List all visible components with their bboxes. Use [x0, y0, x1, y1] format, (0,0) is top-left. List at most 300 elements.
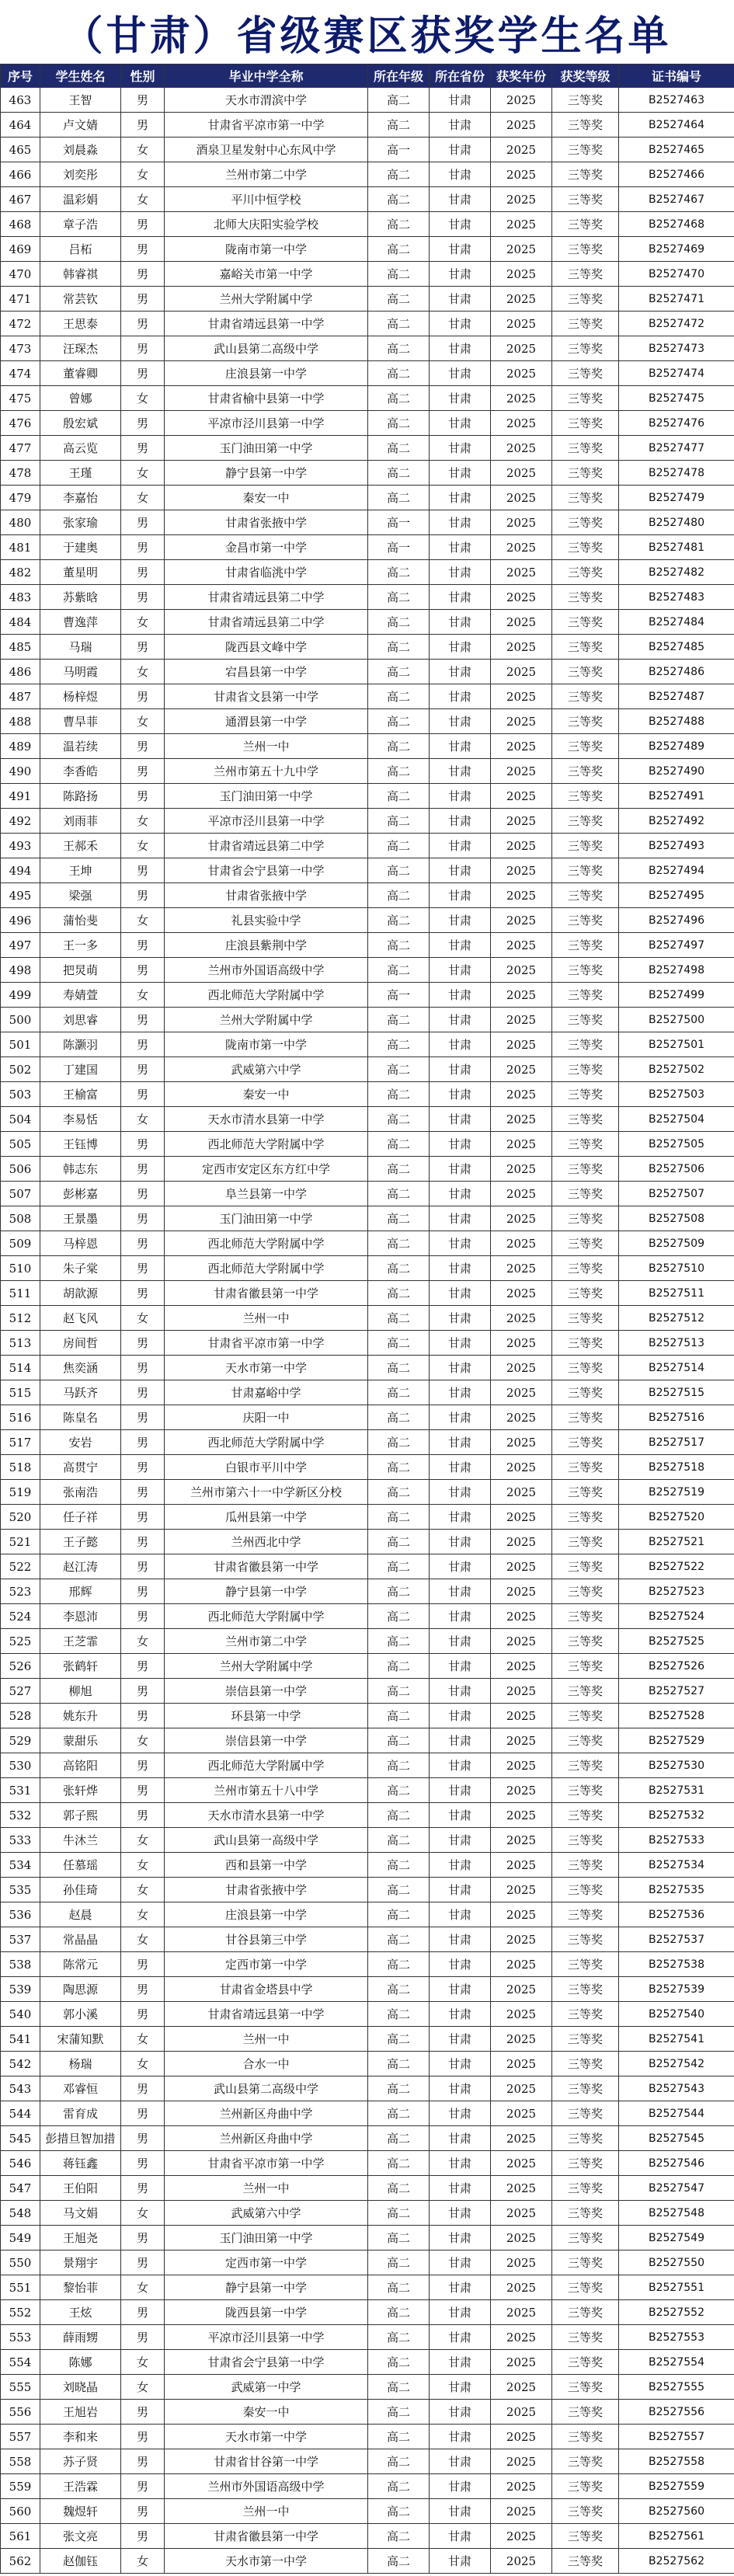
cell-award-level: 三等奖: [552, 1206, 619, 1231]
cell-certificate-number: B2527475: [619, 386, 734, 411]
cell-student-name: 王伯阳: [40, 2176, 121, 2201]
cell-province: 甘肃: [430, 1629, 491, 1654]
cell-award-year: 2025: [491, 2300, 552, 2325]
cell-province: 甘肃: [430, 1032, 491, 1057]
table-row: [1, 1654, 734, 1679]
table-row: [1, 635, 734, 660]
cell-award-level: 三等奖: [552, 1505, 619, 1530]
cell-province: 甘肃: [430, 486, 491, 510]
cell-index: 517: [1, 1430, 40, 1455]
cell-grade: 高二: [368, 237, 430, 262]
cell-award-year: 2025: [491, 2499, 552, 2524]
cell-province: 甘肃: [430, 1331, 491, 1356]
cell-index: 533: [1, 1828, 40, 1853]
cell-award-level: 三等奖: [552, 858, 619, 883]
cell-gender: 男: [121, 2226, 165, 2251]
cell-index: 484: [1, 610, 40, 635]
cell-award-level: 三等奖: [552, 1008, 619, 1032]
cell-certificate-number: B2527513: [619, 1331, 734, 1356]
cell-gender: 男: [121, 212, 165, 237]
cell-student-name: 陈路扬: [40, 784, 121, 809]
cell-student-name: 高云览: [40, 436, 121, 461]
cell-student-name: 郭子熙: [40, 1803, 121, 1828]
cell-award-year: 2025: [491, 2549, 552, 2574]
cell-index: 465: [1, 138, 40, 162]
cell-index: 473: [1, 336, 40, 361]
cell-award-level: 三等奖: [552, 1306, 619, 1331]
table-row: [1, 2300, 734, 2325]
cell-index: 549: [1, 2226, 40, 2251]
cell-award-year: 2025: [491, 2425, 552, 2449]
cell-grade: 高二: [368, 1902, 430, 1927]
cell-school: 庄浪县紫荆中学: [165, 933, 368, 958]
cell-gender: 男: [121, 1604, 165, 1629]
cell-student-name: 牛沐兰: [40, 1828, 121, 1853]
cell-award-level: 三等奖: [552, 560, 619, 585]
cell-award-year: 2025: [491, 784, 552, 809]
cell-gender: 男: [121, 1778, 165, 1803]
cell-province: 甘肃: [430, 1530, 491, 1554]
cell-student-name: 陈常元: [40, 1952, 121, 1977]
cell-award-year: 2025: [491, 709, 552, 734]
cell-award-year: 2025: [491, 436, 552, 461]
cell-certificate-number: B2527520: [619, 1505, 734, 1530]
cell-province: 甘肃: [430, 1704, 491, 1728]
cell-grade: 高二: [368, 709, 430, 734]
cell-gender: 女: [121, 2027, 165, 2052]
cell-award-year: 2025: [491, 162, 552, 187]
cell-index: 503: [1, 1082, 40, 1107]
cell-gender: 女: [121, 2052, 165, 2076]
table-row: [1, 1902, 734, 1927]
cell-province: 甘肃: [430, 1728, 491, 1753]
cell-province: 甘肃: [430, 1927, 491, 1952]
cell-student-name: 韩志东: [40, 1157, 121, 1182]
table-row: [1, 1927, 734, 1952]
cell-certificate-number: B2527477: [619, 436, 734, 461]
cell-school: 天水市渭滨中学: [165, 88, 368, 113]
table-row: [1, 287, 734, 312]
cell-index: 504: [1, 1107, 40, 1132]
cell-award-level: 三等奖: [552, 113, 619, 138]
cell-student-name: 杨瑞: [40, 2052, 121, 2076]
cell-gender: 男: [121, 784, 165, 809]
table-row: [1, 1380, 734, 1405]
cell-award-level: 三等奖: [552, 1853, 619, 1878]
cell-school: 天水市第一中学: [165, 2549, 368, 2574]
cell-school: 甘肃嘉峪中学: [165, 1380, 368, 1405]
table-row: [1, 411, 734, 436]
cell-gender: 男: [121, 858, 165, 883]
cell-school: 西北师范大学附属中学: [165, 1256, 368, 1281]
cell-school: 宕昌县第一中学: [165, 660, 368, 684]
cell-award-year: 2025: [491, 2076, 552, 2101]
cell-province: 甘肃: [430, 312, 491, 336]
cell-school: 环县第一中学: [165, 1704, 368, 1728]
cell-province: 甘肃: [430, 2076, 491, 2101]
cell-gender: 女: [121, 660, 165, 684]
cell-award-level: 三等奖: [552, 2027, 619, 2052]
table-row: [1, 1753, 734, 1778]
cell-school: 合水一中: [165, 2052, 368, 2076]
cell-certificate-number: B2527481: [619, 535, 734, 560]
cell-school: 兰州市第二中学: [165, 162, 368, 187]
cell-award-level: 三等奖: [552, 1480, 619, 1505]
cell-province: 甘肃: [430, 1231, 491, 1256]
table-row: [1, 2002, 734, 2027]
cell-province: 甘肃: [430, 2027, 491, 2052]
cell-grade: 高二: [368, 1878, 430, 1902]
cell-school: 酒泉卫星发射中心东风中学: [165, 138, 368, 162]
cell-certificate-number: B2527522: [619, 1554, 734, 1579]
cell-grade: 高二: [368, 958, 430, 983]
cell-student-name: 王思泰: [40, 312, 121, 336]
cell-award-year: 2025: [491, 2325, 552, 2350]
cell-award-level: 三等奖: [552, 1281, 619, 1306]
header-student-name: 学生姓名: [40, 64, 121, 88]
cell-province: 甘肃: [430, 1455, 491, 1480]
cell-grade: 高二: [368, 1057, 430, 1082]
cell-province: 甘肃: [430, 1952, 491, 1977]
cell-gender: 男: [121, 1579, 165, 1604]
table-row: [1, 2176, 734, 2201]
cell-award-year: 2025: [491, 287, 552, 312]
cell-index: 463: [1, 88, 40, 113]
table-row: [1, 709, 734, 734]
cell-province: 甘肃: [430, 2325, 491, 2350]
cell-school: 西北师范大学附属中学: [165, 983, 368, 1008]
cell-index: 559: [1, 2474, 40, 2499]
cell-province: 甘肃: [430, 361, 491, 386]
cell-gender: 女: [121, 187, 165, 212]
cell-student-name: 常芸钦: [40, 287, 121, 312]
cell-certificate-number: B2527533: [619, 1828, 734, 1853]
cell-grade: 高二: [368, 2126, 430, 2151]
cell-school: 天水市第一中学: [165, 2425, 368, 2449]
cell-award-year: 2025: [491, 809, 552, 834]
cell-student-name: 苏子贤: [40, 2449, 121, 2474]
cell-school: 白银市平川中学: [165, 1455, 368, 1480]
cell-school: 甘肃省徽县第一中学: [165, 1281, 368, 1306]
cell-index: 488: [1, 709, 40, 734]
cell-gender: 男: [121, 1008, 165, 1032]
cell-award-year: 2025: [491, 1977, 552, 2002]
cell-certificate-number: B2527528: [619, 1704, 734, 1728]
cell-certificate-number: B2527492: [619, 809, 734, 834]
cell-province: 甘肃: [430, 709, 491, 734]
table-row: [1, 212, 734, 237]
table-row: [1, 784, 734, 809]
table-row: [1, 2126, 734, 2151]
cell-grade: 高二: [368, 2449, 430, 2474]
cell-grade: 高二: [368, 809, 430, 834]
cell-index: 491: [1, 784, 40, 809]
cell-index: 543: [1, 2076, 40, 2101]
cell-award-level: 三等奖: [552, 2425, 619, 2449]
cell-index: 467: [1, 187, 40, 212]
cell-certificate-number: B2527495: [619, 883, 734, 908]
cell-certificate-number: B2527526: [619, 1654, 734, 1679]
cell-gender: 女: [121, 2549, 165, 2574]
cell-award-year: 2025: [491, 1629, 552, 1654]
cell-certificate-number: B2527561: [619, 2524, 734, 2549]
cell-certificate-number: B2527548: [619, 2201, 734, 2226]
table-row: [1, 1182, 734, 1206]
cell-award-level: 三等奖: [552, 1455, 619, 1480]
cell-student-name: 王钰博: [40, 1132, 121, 1157]
cell-award-year: 2025: [491, 1952, 552, 1977]
cell-index: 502: [1, 1057, 40, 1082]
cell-grade: 高二: [368, 212, 430, 237]
cell-award-level: 三等奖: [552, 2549, 619, 2574]
cell-province: 甘肃: [430, 1654, 491, 1679]
cell-certificate-number: B2527514: [619, 1356, 734, 1380]
cell-certificate-number: B2527545: [619, 2126, 734, 2151]
cell-award-year: 2025: [491, 2350, 552, 2375]
cell-award-year: 2025: [491, 88, 552, 113]
cell-award-level: 三等奖: [552, 162, 619, 187]
cell-school: 武山县第二高级中学: [165, 336, 368, 361]
cell-school: 甘肃省文县第一中学: [165, 684, 368, 709]
cell-gender: 男: [121, 1704, 165, 1728]
cell-certificate-number: B2527519: [619, 1480, 734, 1505]
cell-school: 定西市安定区东方红中学: [165, 1157, 368, 1182]
cell-award-level: 三等奖: [552, 1554, 619, 1579]
cell-award-level: 三等奖: [552, 1182, 619, 1206]
cell-award-year: 2025: [491, 2400, 552, 2425]
cell-school: 嘉峪关市第一中学: [165, 262, 368, 287]
cell-gender: 男: [121, 1405, 165, 1430]
cell-award-level: 三等奖: [552, 1704, 619, 1728]
cell-school: 金昌市第一中学: [165, 535, 368, 560]
cell-student-name: 曹旱菲: [40, 709, 121, 734]
cell-gender: 男: [121, 2101, 165, 2126]
cell-student-name: 赵伽钰: [40, 2549, 121, 2574]
cell-award-year: 2025: [491, 2052, 552, 2076]
cell-province: 甘肃: [430, 2474, 491, 2499]
table-row: [1, 1604, 734, 1629]
cell-student-name: 张鹤轩: [40, 1654, 121, 1679]
cell-certificate-number: B2527518: [619, 1455, 734, 1480]
table-row: [1, 1057, 734, 1082]
cell-certificate-number: B2527498: [619, 958, 734, 983]
table-row: [1, 1530, 734, 1554]
cell-grade: 高二: [368, 2549, 430, 2574]
cell-school: 兰州一中: [165, 2499, 368, 2524]
cell-index: 477: [1, 436, 40, 461]
cell-grade: 高二: [368, 1778, 430, 1803]
cell-index: 511: [1, 1281, 40, 1306]
cell-gender: 男: [121, 436, 165, 461]
cell-index: 498: [1, 958, 40, 983]
cell-index: 532: [1, 1803, 40, 1828]
cell-grade: 高二: [368, 262, 430, 287]
cell-school: 甘肃省甘谷第一中学: [165, 2449, 368, 2474]
cell-award-year: 2025: [491, 1505, 552, 1530]
cell-index: 526: [1, 1654, 40, 1679]
table-row: [1, 436, 734, 461]
table-row: [1, 1853, 734, 1878]
cell-certificate-number: B2527480: [619, 510, 734, 535]
cell-award-level: 三等奖: [552, 2002, 619, 2027]
cell-school: 武威第六中学: [165, 1057, 368, 1082]
cell-certificate-number: B2527504: [619, 1107, 734, 1132]
cell-school: 兰州大学附属中学: [165, 1008, 368, 1032]
header-index: 序号: [1, 64, 40, 88]
cell-school: 甘肃省靖远县第二中学: [165, 834, 368, 858]
cell-gender: 女: [121, 1828, 165, 1853]
cell-index: 499: [1, 983, 40, 1008]
cell-grade: 高二: [368, 1331, 430, 1356]
cell-grade: 高二: [368, 2052, 430, 2076]
cell-index: 492: [1, 809, 40, 834]
cell-certificate-number: B2527486: [619, 660, 734, 684]
cell-award-level: 三等奖: [552, 2350, 619, 2375]
table-row: [1, 1952, 734, 1977]
cell-province: 甘肃: [430, 1182, 491, 1206]
cell-award-level: 三等奖: [552, 237, 619, 262]
cell-certificate-number: B2527466: [619, 162, 734, 187]
cell-award-year: 2025: [491, 1828, 552, 1853]
cell-province: 甘肃: [430, 411, 491, 436]
cell-gender: 女: [121, 162, 165, 187]
cell-award-level: 三等奖: [552, 759, 619, 784]
cell-school: 静宁县第一中学: [165, 2275, 368, 2300]
table-row: [1, 1505, 734, 1530]
cell-province: 甘肃: [430, 2449, 491, 2474]
cell-student-name: 王一多: [40, 933, 121, 958]
table-row: [1, 2201, 734, 2226]
cell-grade: 高二: [368, 1107, 430, 1132]
cell-grade: 高二: [368, 1157, 430, 1182]
table-row: [1, 1629, 734, 1654]
cell-province: 甘肃: [430, 933, 491, 958]
table-row: [1, 1554, 734, 1579]
table-row: [1, 237, 734, 262]
cell-grade: 高二: [368, 2151, 430, 2176]
page-title: （甘肃）省级赛区获奖学生名单: [62, 12, 672, 60]
cell-province: 甘肃: [430, 212, 491, 237]
cell-index: 548: [1, 2201, 40, 2226]
table-row: [1, 2226, 734, 2251]
cell-student-name: 张南浩: [40, 1480, 121, 1505]
cell-gender: 男: [121, 1057, 165, 1082]
table-row: [1, 660, 734, 684]
cell-index: 475: [1, 386, 40, 411]
cell-grade: 高二: [368, 1927, 430, 1952]
cell-student-name: 常晶晶: [40, 1927, 121, 1952]
cell-school: 陇南市第一中学: [165, 1032, 368, 1057]
cell-award-year: 2025: [491, 883, 552, 908]
cell-gender: 男: [121, 2474, 165, 2499]
cell-gender: 男: [121, 585, 165, 610]
cell-grade: 高二: [368, 908, 430, 933]
cell-student-name: 李嘉怡: [40, 486, 121, 510]
cell-gender: 男: [121, 1082, 165, 1107]
cell-student-name: 胡歆源: [40, 1281, 121, 1306]
cell-province: 甘肃: [430, 585, 491, 610]
cell-award-level: 三等奖: [552, 1430, 619, 1455]
cell-certificate-number: B2527556: [619, 2400, 734, 2425]
table-row: [1, 1132, 734, 1157]
cell-grade: 高二: [368, 187, 430, 212]
cell-gender: 男: [121, 1032, 165, 1057]
cell-student-name: 汪琛杰: [40, 336, 121, 361]
cell-certificate-number: B2527463: [619, 88, 734, 113]
cell-index: 546: [1, 2151, 40, 2176]
cell-school: 西和县第一中学: [165, 1853, 368, 1878]
cell-index: 535: [1, 1878, 40, 1902]
cell-school: 礼县实验中学: [165, 908, 368, 933]
cell-gender: 男: [121, 2425, 165, 2449]
cell-school: 静宁县第一中学: [165, 1579, 368, 1604]
cell-gender: 男: [121, 88, 165, 113]
cell-award-level: 三等奖: [552, 2325, 619, 2350]
table-row: [1, 2549, 734, 2574]
cell-gender: 女: [121, 2375, 165, 2400]
cell-gender: 女: [121, 809, 165, 834]
cell-school: 通渭县第一中学: [165, 709, 368, 734]
cell-grade: 高二: [368, 2076, 430, 2101]
cell-award-year: 2025: [491, 187, 552, 212]
cell-school: 甘肃省靖远县第二中学: [165, 585, 368, 610]
cell-province: 甘肃: [430, 1405, 491, 1430]
cell-school: 秦安一中: [165, 2400, 368, 2425]
cell-province: 甘肃: [430, 660, 491, 684]
cell-award-year: 2025: [491, 1380, 552, 1405]
cell-grade: 高一: [368, 983, 430, 1008]
cell-award-level: 三等奖: [552, 411, 619, 436]
cell-index: 487: [1, 684, 40, 709]
cell-province: 甘肃: [430, 138, 491, 162]
cell-grade: 高二: [368, 2300, 430, 2325]
cell-school: 玉门油田第一中学: [165, 436, 368, 461]
cell-province: 甘肃: [430, 1132, 491, 1157]
cell-student-name: 房间哲: [40, 1331, 121, 1356]
cell-award-year: 2025: [491, 1753, 552, 1778]
cell-award-level: 三等奖: [552, 2226, 619, 2251]
cell-province: 甘肃: [430, 1306, 491, 1331]
table-row: [1, 610, 734, 635]
cell-index: 522: [1, 1554, 40, 1579]
cell-grade: 高二: [368, 2350, 430, 2375]
cell-certificate-number: B2527474: [619, 361, 734, 386]
cell-award-level: 三等奖: [552, 610, 619, 635]
cell-award-year: 2025: [491, 1032, 552, 1057]
cell-student-name: 赵江涛: [40, 1554, 121, 1579]
cell-student-name: 马瑞: [40, 635, 121, 660]
cell-province: 甘肃: [430, 162, 491, 187]
cell-grade: 高二: [368, 759, 430, 784]
cell-gender: 男: [121, 684, 165, 709]
table-row: [1, 1231, 734, 1256]
cell-index: 482: [1, 560, 40, 585]
cell-award-year: 2025: [491, 361, 552, 386]
cell-index: 472: [1, 312, 40, 336]
cell-province: 甘肃: [430, 858, 491, 883]
cell-award-level: 三等奖: [552, 2201, 619, 2226]
cell-school: 甘肃省平凉市第一中学: [165, 2151, 368, 2176]
cell-award-level: 三等奖: [552, 1778, 619, 1803]
cell-certificate-number: B2527537: [619, 1927, 734, 1952]
table-row: [1, 486, 734, 510]
cell-gender: 女: [121, 2275, 165, 2300]
cell-award-year: 2025: [491, 1927, 552, 1952]
cell-province: 甘肃: [430, 1430, 491, 1455]
cell-award-level: 三等奖: [552, 809, 619, 834]
cell-award-level: 三等奖: [552, 2499, 619, 2524]
table-row: [1, 1679, 734, 1704]
